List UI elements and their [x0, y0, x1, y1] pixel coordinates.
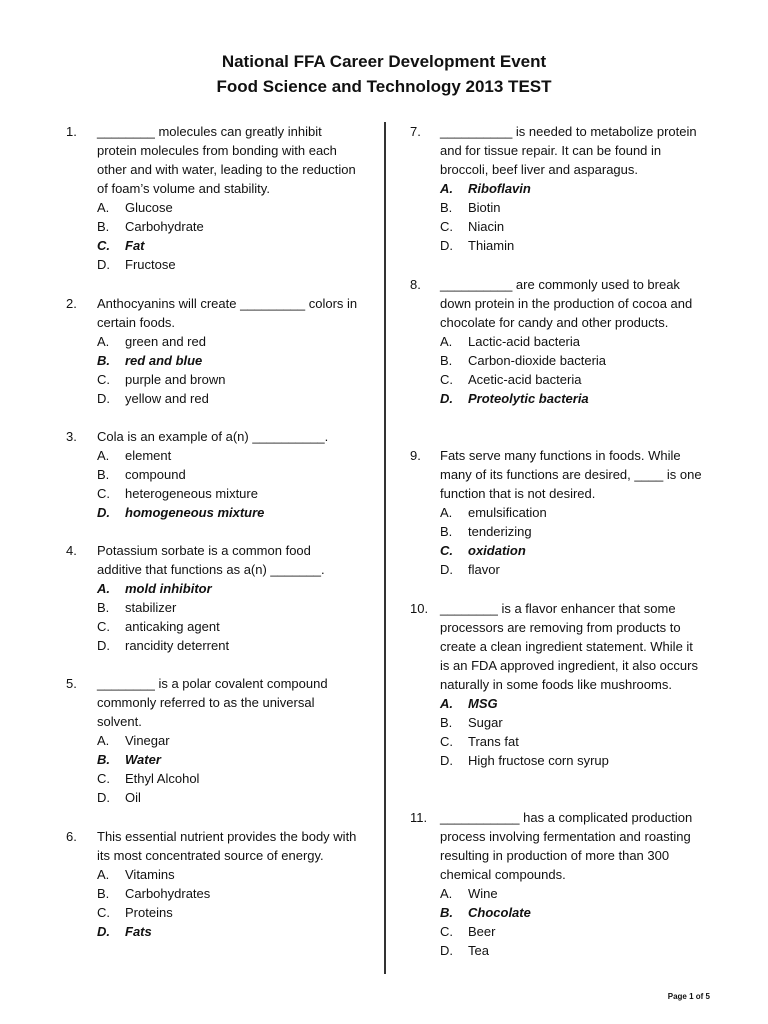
- question-stem: ________ molecules can greatly inhibit protein molecules from bonding with each other and with water, leading to the reduction of foam’s volume and stability.: [97, 124, 356, 196]
- question-2: [0, 294, 359, 408]
- option-text: Oil: [125, 790, 141, 805]
- question-stem: Cola is an example of a(n) __________.: [97, 429, 329, 444]
- answer-option: [97, 922, 359, 941]
- answer-option: [97, 389, 359, 408]
- question-stem: This essential nutrient provides the body with its most concentrated source of energy.: [97, 829, 357, 863]
- option-text: Carbohydrate: [125, 219, 204, 234]
- option-letter: D.: [97, 257, 110, 272]
- question-8: [390, 275, 702, 408]
- option-letter: C.: [97, 905, 110, 920]
- answer-option: [440, 541, 702, 560]
- answer-option: [97, 217, 359, 236]
- column-divider: [384, 122, 386, 974]
- option-letter: B.: [440, 905, 453, 920]
- option-letter: D.: [97, 924, 110, 939]
- option-letter: C.: [440, 734, 453, 749]
- page-title-line-2: Food Science and Technology 2013 TEST: [216, 77, 552, 96]
- option-text: Proteins: [125, 905, 173, 920]
- option-letter: A.: [97, 867, 110, 882]
- question-1: [0, 122, 359, 274]
- answer-option: [97, 865, 359, 884]
- question-9: [390, 446, 702, 579]
- option-letter: C.: [440, 219, 453, 234]
- option-text: flavor: [468, 562, 500, 577]
- option-text: Vitamins: [125, 867, 175, 882]
- answer-option: [440, 236, 702, 255]
- option-text: Carbohydrates: [125, 886, 211, 901]
- question-number: 11.: [410, 810, 428, 825]
- question-6: [0, 827, 359, 941]
- option-text: Chocolate: [468, 905, 531, 920]
- option-letter: B.: [440, 353, 453, 368]
- question-stem: ________ is a flavor enhancer that some processors are removing from products to create a clean ingredient statement. While it is an FDA approved ingredient, it also occurs naturally in some foods like mushrooms.: [440, 601, 698, 692]
- answer-option: [97, 255, 359, 274]
- answer-option: [97, 198, 359, 217]
- option-letter: C.: [97, 771, 110, 786]
- option-text: Fat: [125, 238, 145, 253]
- answer-option: [97, 617, 359, 636]
- question-11: [390, 808, 702, 960]
- answer-option: [440, 751, 702, 770]
- option-text: green and red: [125, 334, 206, 349]
- option-text: Tea: [468, 943, 489, 958]
- question-number: 8.: [410, 277, 421, 292]
- answer-option: [440, 217, 702, 236]
- option-letter: B.: [97, 219, 110, 234]
- answer-option: [440, 922, 702, 941]
- question-stem: ___________ has a complicated production process involving fermentation and roasting resulting in production of more than 300 chemical compounds.: [440, 810, 693, 882]
- option-letter: D.: [97, 391, 110, 406]
- answer-option: [440, 941, 702, 960]
- option-text: Wine: [468, 886, 498, 901]
- answer-option: [97, 636, 359, 655]
- answer-option: [440, 332, 702, 351]
- answer-option: [440, 694, 702, 713]
- option-text: Fructose: [125, 257, 176, 272]
- answer-option: [440, 732, 702, 751]
- question-4: [0, 541, 359, 655]
- option-letter: C.: [97, 486, 110, 501]
- answer-option: [97, 503, 359, 522]
- option-letter: A.: [440, 696, 453, 711]
- option-text: Biotin: [468, 200, 501, 215]
- option-letter: A.: [97, 733, 110, 748]
- option-letter: D.: [440, 943, 453, 958]
- option-letter: A.: [440, 886, 453, 901]
- answer-option: [440, 198, 702, 217]
- answer-option: [440, 713, 702, 732]
- option-letter: A.: [440, 181, 453, 196]
- option-letter: B.: [97, 467, 110, 482]
- answer-option: [97, 351, 359, 370]
- option-letter: D.: [97, 638, 110, 653]
- option-text: Riboflavin: [468, 181, 531, 196]
- option-text: yellow and red: [125, 391, 209, 406]
- option-letter: D.: [440, 238, 453, 253]
- option-text: Acetic-acid bacteria: [468, 372, 582, 387]
- answer-option: [440, 351, 702, 370]
- option-text: Sugar: [468, 715, 503, 730]
- answer-option: [97, 731, 359, 750]
- option-text: Beer: [468, 924, 496, 939]
- answer-option: [440, 522, 702, 541]
- answer-option: [440, 179, 702, 198]
- question-number: 2.: [66, 296, 77, 311]
- answer-option: [97, 465, 359, 484]
- answer-option: [97, 446, 359, 465]
- option-letter: D.: [97, 505, 110, 520]
- option-letter: B.: [97, 752, 110, 767]
- option-text: Vinegar: [125, 733, 170, 748]
- question-number: 9.: [410, 448, 421, 463]
- answer-option: [440, 370, 702, 389]
- option-text: Lactic-acid bacteria: [468, 334, 580, 349]
- option-text: Water: [125, 752, 161, 767]
- option-text: High fructose corn syrup: [468, 753, 609, 768]
- option-letter: C.: [440, 924, 453, 939]
- option-text: heterogeneous mixture: [125, 486, 258, 501]
- question-stem: Anthocyanins will create _________ colors in certain foods.: [97, 296, 358, 330]
- option-letter: D.: [440, 391, 453, 406]
- option-letter: D.: [440, 562, 453, 577]
- answer-option: [97, 332, 359, 351]
- option-letter: B.: [97, 353, 110, 368]
- question-10: [390, 599, 702, 770]
- question-stem: ________ is a polar covalent compound commonly referred to as the universal solvent.: [97, 676, 328, 729]
- answer-option: [97, 884, 359, 903]
- option-letter: A.: [97, 200, 110, 215]
- option-letter: B.: [97, 886, 110, 901]
- answer-option: [97, 236, 359, 255]
- answer-option: [440, 560, 702, 579]
- option-text: rancidity deterrent: [125, 638, 230, 653]
- answer-option: [97, 788, 359, 807]
- option-text: tenderizing: [468, 524, 532, 539]
- option-text: homogeneous mixture: [125, 505, 265, 520]
- option-text: oxidation: [468, 543, 526, 558]
- answer-option: [97, 598, 359, 617]
- question-5: [0, 674, 359, 807]
- option-letter: A.: [97, 334, 110, 349]
- option-text: Ethyl Alcohol: [125, 771, 200, 786]
- answer-option: [440, 884, 702, 903]
- answer-option: [440, 903, 702, 922]
- option-letter: C.: [97, 372, 110, 387]
- option-text: Glucose: [125, 200, 173, 215]
- option-text: emulsification: [468, 505, 547, 520]
- option-letter: C.: [97, 238, 110, 253]
- option-text: compound: [125, 467, 186, 482]
- option-letter: C.: [97, 619, 110, 634]
- option-text: anticaking agent: [125, 619, 220, 634]
- answer-option: [97, 579, 359, 598]
- option-text: MSG: [468, 696, 498, 711]
- answer-option: [97, 750, 359, 769]
- question-7: [390, 122, 702, 255]
- option-text: Thiamin: [468, 238, 515, 253]
- option-text: mold inhibitor: [125, 581, 212, 596]
- question-number: 7.: [410, 124, 421, 139]
- option-letter: D.: [440, 753, 453, 768]
- page-title-line-1: National FFA Career Development Event: [221, 52, 547, 71]
- option-letter: A.: [440, 334, 453, 349]
- option-text: red and blue: [125, 353, 203, 368]
- option-letter: B.: [440, 715, 453, 730]
- answer-option: [97, 903, 359, 922]
- answer-option: [440, 503, 702, 522]
- question-stem: __________ is needed to metabolize protein and for tissue repair. It can be found in broccoli, beef liver and asparagus.: [440, 124, 697, 177]
- answer-option: [97, 370, 359, 389]
- question-number: 6.: [66, 829, 77, 844]
- question-stem: Fats serve many functions in foods. While many of its functions are desired, ____ is one function that is not desired.: [440, 448, 702, 501]
- option-letter: B.: [440, 524, 453, 539]
- option-text: Trans fat: [468, 734, 519, 749]
- question-number: 10.: [410, 601, 429, 616]
- question-3: [0, 427, 359, 522]
- option-text: purple and brown: [125, 372, 226, 387]
- option-letter: B.: [440, 200, 453, 215]
- answer-option: [440, 389, 702, 408]
- question-number: 4.: [66, 543, 77, 558]
- answer-option: [97, 484, 359, 503]
- option-text: Niacin: [468, 219, 505, 234]
- option-text: stabilizer: [125, 600, 177, 615]
- option-letter: B.: [97, 600, 110, 615]
- page-number: Page 1 of 5: [667, 992, 710, 1001]
- option-text: Carbon-dioxide bacteria: [468, 353, 607, 368]
- option-letter: D.: [97, 790, 110, 805]
- option-letter: A.: [97, 448, 110, 463]
- answer-option: [97, 769, 359, 788]
- question-number: 1.: [66, 124, 77, 139]
- option-text: Fats: [125, 924, 152, 939]
- question-stem: Potassium sorbate is a common food additive that functions as a(n) _______.: [97, 543, 325, 577]
- option-letter: C.: [440, 372, 453, 387]
- option-letter: C.: [440, 543, 453, 558]
- option-text: element: [125, 448, 172, 463]
- option-letter: A.: [97, 581, 110, 596]
- question-stem: __________ are commonly used to break down protein in the production of cocoa and chocolate for candy and other products.: [440, 277, 693, 330]
- question-number: 5.: [66, 676, 77, 691]
- question-number: 3.: [66, 429, 77, 444]
- option-letter: A.: [440, 505, 453, 520]
- option-text: Proteolytic bacteria: [468, 391, 589, 406]
